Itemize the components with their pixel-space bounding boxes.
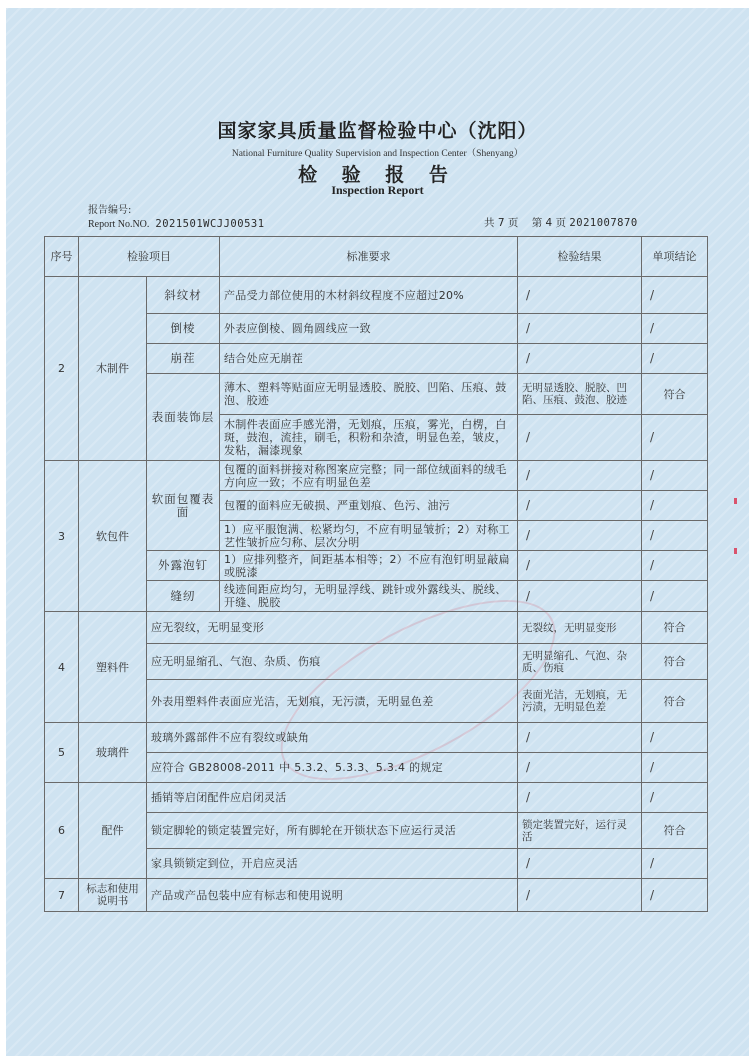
page-info	[484, 215, 638, 230]
result-cell: /	[518, 849, 642, 879]
sub-item-cell: 表面装饰层	[147, 374, 220, 461]
sub-item-cell: 斜纹材	[147, 277, 220, 314]
item-cell: 木制件	[79, 277, 147, 461]
result-cell: /	[518, 461, 642, 491]
item-cell: 软包件	[79, 461, 147, 612]
requirement-cell: 包覆的面料拼接对称图案应完整；同一部位绒面料的绒毛方向应一致；不应有明显色差	[220, 461, 518, 491]
result-cell: /	[518, 783, 642, 813]
result-cell: 无裂纹，无明显变形	[518, 612, 642, 644]
report-sheet	[6, 8, 749, 1056]
result-cell: /	[518, 521, 642, 551]
item-cell: 配件	[79, 783, 147, 879]
seq-cell: 5	[45, 723, 79, 783]
conclusion-cell: 符合	[642, 374, 708, 415]
report-no-label-cn: 报告编号:	[88, 205, 132, 216]
result-cell: /	[518, 491, 642, 521]
requirement-cell: 玻璃外露部件不应有裂纹或缺角	[147, 723, 518, 753]
header-item: 检验项目	[79, 237, 220, 277]
page-number: 第 4 页	[531, 217, 567, 229]
requirement-cell: 木制件表面应手感光滑，无划痕，压痕，雾光，白楞，白斑，鼓泡，流挂，刷毛，积粉和杂渣，明显色差，皱皮，发粘，漏漆现象	[220, 415, 518, 461]
table-row	[45, 612, 708, 644]
requirement-cell: 插销等启闭配件应启闭灵活	[147, 783, 518, 813]
conclusion-cell: /	[642, 491, 708, 521]
conclusion-cell: /	[642, 879, 708, 912]
result-cell: /	[518, 723, 642, 753]
conclusion-cell: /	[642, 521, 708, 551]
header-conclusion: 单项结论	[642, 237, 708, 277]
result-cell: 无明显缩孔、气泡、杂质、伤痕	[518, 644, 642, 680]
item-cell: 标志和使用说明书	[79, 879, 147, 912]
report-title-cn: 检 验 报 告	[298, 164, 457, 186]
conclusion-cell: /	[642, 753, 708, 783]
conclusion-cell: /	[642, 849, 708, 879]
table-header-row	[45, 237, 708, 277]
inspection-table	[44, 236, 708, 912]
result-cell: /	[518, 879, 642, 912]
table-row	[45, 879, 708, 912]
page-code: 2021007870	[569, 217, 638, 229]
conclusion-cell: /	[642, 783, 708, 813]
result-cell: /	[518, 344, 642, 374]
item-cell: 塑料件	[79, 612, 147, 723]
header-requirement: 标准要求	[220, 237, 518, 277]
conclusion-cell: 符合	[642, 644, 708, 680]
table-row	[45, 723, 708, 753]
report-no-value: 2021501WCJJ00531	[155, 218, 265, 230]
conclusion-cell: /	[642, 314, 708, 344]
conclusion-cell: /	[642, 461, 708, 491]
edge-mark	[734, 498, 737, 504]
conclusion-cell: 符合	[642, 813, 708, 849]
requirement-cell: 锁定脚轮的锁定装置完好，所有脚轮在开锁状态下应运行灵活	[147, 813, 518, 849]
report-no-line	[88, 218, 265, 230]
header-result: 检验结果	[518, 237, 642, 277]
total-pages: 共 7 页	[484, 217, 519, 229]
table-row	[45, 783, 708, 813]
conclusion-cell: 符合	[642, 612, 708, 644]
requirement-cell: 产品或产品包装中应有标志和使用说明	[147, 879, 518, 912]
requirement-cell: 包覆的面料应无破损、严重划痕、色污、油污	[220, 491, 518, 521]
requirement-cell: 1）应平服饱满、松紧均匀，不应有明显皱折；2）对称工艺性皱折应匀称、层次分明	[220, 521, 518, 551]
requirement-cell: 结合处应无崩茬	[220, 344, 518, 374]
result-cell: 无明显透胶、脱胶、凹陷、压痕、鼓泡、胶迹	[518, 374, 642, 415]
requirement-cell: 外表应倒棱、圆角圆线应一致	[220, 314, 518, 344]
result-cell: /	[518, 415, 642, 461]
center-title-cn: 国家家具质量监督检验中心（沈阳）	[217, 120, 538, 142]
conclusion-cell: /	[642, 277, 708, 314]
result-cell: /	[518, 551, 642, 581]
requirement-cell: 应无明显缩孔、气泡、杂质、伤痕	[147, 644, 518, 680]
result-cell: /	[518, 753, 642, 783]
table-row	[45, 277, 708, 314]
requirement-cell: 1）应排列整齐，间距基本相等；2）不应有泡钉明显敲扁或脱漆	[220, 551, 518, 581]
seq-cell: 2	[45, 277, 79, 461]
sub-item-cell: 崩茬	[147, 344, 220, 374]
requirement-cell: 薄木、塑料等贴面应无明显透胶、脱胶、凹陷、压痕、鼓泡、胶迹	[220, 374, 518, 415]
requirement-cell: 外表用塑料件表面应光洁，无划痕，无污渍，无明显色差	[147, 680, 518, 723]
edge-mark	[734, 548, 737, 554]
conclusion-cell: 符合	[642, 680, 708, 723]
report-no-label-en: Report No.NO.	[88, 219, 150, 230]
conclusion-cell: /	[642, 581, 708, 612]
header-seq: 序号	[45, 237, 79, 277]
conclusion-cell: /	[642, 415, 708, 461]
result-cell: /	[518, 277, 642, 314]
seq-cell: 4	[45, 612, 79, 723]
conclusion-cell: /	[642, 723, 708, 753]
requirement-cell: 应符合 GB28008-2011 中 5.3.2、5.3.3、5.3.4 的规定	[147, 753, 518, 783]
sub-item-cell: 倒棱	[147, 314, 220, 344]
conclusion-cell: /	[642, 551, 708, 581]
result-cell: 表面光洁，无划痕，无污渍，无明显色差	[518, 680, 642, 723]
center-title-en: National Furniture Quality Supervision and Inspection Center（Shenyang）	[231, 149, 524, 159]
report-title-en: Inspection Report	[331, 183, 424, 197]
sub-item-cell: 缝纫	[147, 581, 220, 612]
seq-cell: 6	[45, 783, 79, 879]
requirement-cell: 应无裂纹，无明显变形	[147, 612, 518, 644]
seq-cell: 7	[45, 879, 79, 912]
sub-item-cell: 外露泡钉	[147, 551, 220, 581]
table-row	[45, 461, 708, 491]
conclusion-cell: /	[642, 344, 708, 374]
sub-item-cell: 软面包覆表面	[147, 461, 220, 551]
requirement-cell: 家具锁锁定到位，开启应灵活	[147, 849, 518, 879]
seq-cell: 3	[45, 461, 79, 612]
requirement-cell: 线迹间距应均匀，无明显浮线、跳针或外露线头、脱线、开缝、脱胶	[220, 581, 518, 612]
result-cell: 锁定装置完好，运行灵活	[518, 813, 642, 849]
result-cell: /	[518, 314, 642, 344]
result-cell: /	[518, 581, 642, 612]
requirement-cell: 产品受力部位使用的木材斜纹程度不应超过20%	[220, 277, 518, 314]
item-cell: 玻璃件	[79, 723, 147, 783]
